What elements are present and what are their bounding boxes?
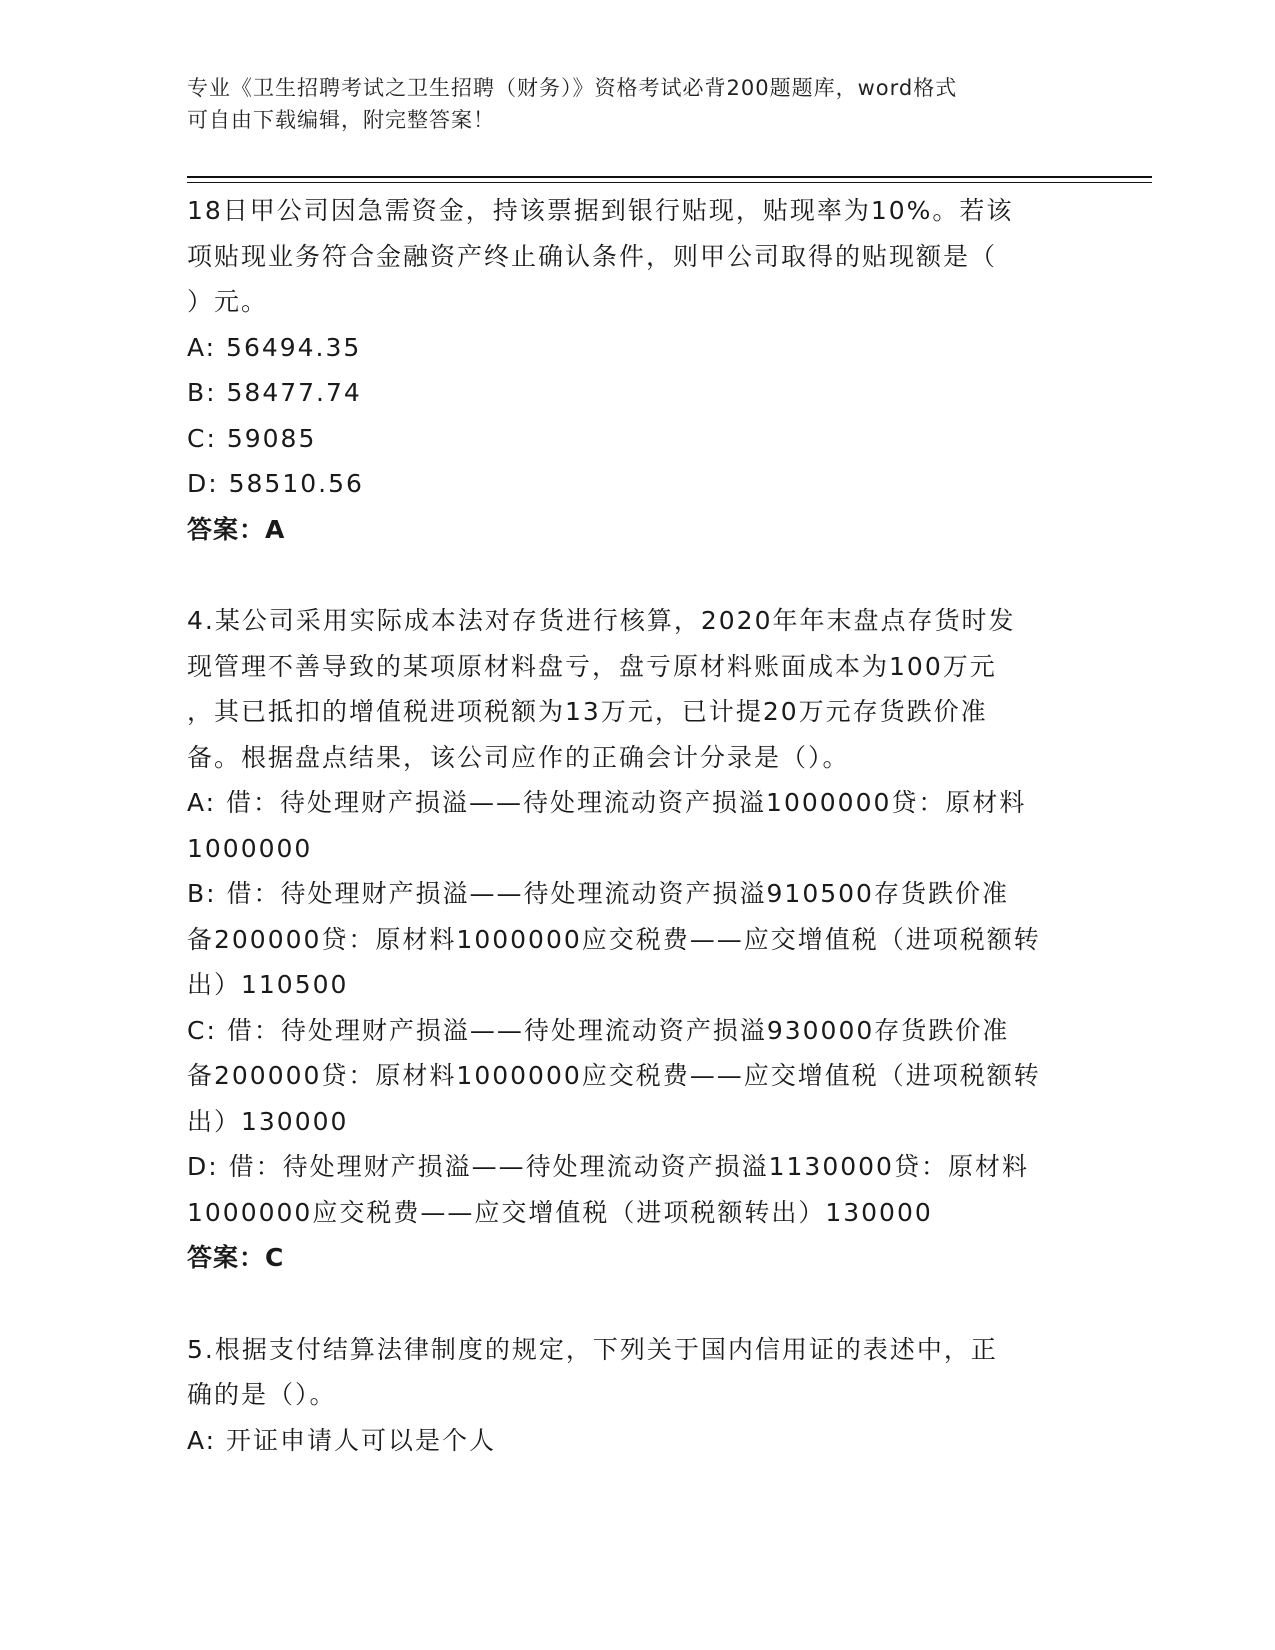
question-3-answer: 答案：A [187, 514, 286, 544]
question-3 [187, 188, 1077, 552]
question-4-stem-line: 备。根据盘点结果，该公司应作的正确会计分录是（）。 [187, 742, 850, 772]
option-line: 1000000 [187, 833, 313, 863]
header-divider-thick [187, 176, 1152, 178]
header-line-2: 可自由下载编辑，附完整答案！ [187, 108, 495, 132]
question-spacer [187, 552, 1077, 598]
document-header [187, 72, 1067, 136]
question-5-stem-line: 确的是（）。 [187, 1380, 337, 1409]
option-line: A: 借：待处理财产损溢——待处理流动资产损溢1000000贷：原材料 [187, 788, 1027, 817]
question-4 [187, 598, 1077, 1281]
question-spacer [187, 1281, 1077, 1327]
question-4-stem-line: 4.某公司采用实际成本法对存货进行核算，2020年年末盘点存货时发 [187, 606, 1016, 635]
header-divider-thin [187, 182, 1152, 183]
question-3-option-a: A: 56494.35 [187, 332, 362, 362]
option-line: D: 借：待处理财产损溢——待处理流动资产损溢1130000贷：原材料 [187, 1152, 1029, 1181]
question-content [187, 188, 1077, 1463]
question-4-option-d [187, 1144, 1077, 1235]
question-4-stem-line: ，其已抵扣的增值税进项税额为13万元，已计提20万元存货跌价准 [187, 697, 988, 726]
question-5-option-a: A: 开证申请人可以是个人 [187, 1425, 497, 1455]
header-line-1: 专业《卫生招聘考试之卫生招聘（财务）》资格考试必背200题题库，word格式 [187, 76, 958, 100]
question-3-stem-line: 项贴现业务符合金融资产终止确认条件，则甲公司取得的贴现额是（ [187, 241, 998, 271]
question-4-answer: 答案：C [187, 1243, 285, 1272]
question-4-option-c [187, 1008, 1077, 1145]
option-line: 出）110500 [187, 970, 349, 999]
option-line: 1000000应交税费——应交增值税（进项税额转出）130000 [187, 1197, 933, 1227]
option-line: C: 借：待处理财产损溢——待处理流动资产损溢930000存货跌价准 [187, 1015, 1010, 1045]
question-3-stem-line: 18日甲公司因急需资金，持该票据到银行贴现，贴现率为10%。若该 [187, 196, 1014, 225]
question-4-stem-line: 现管理不善导致的某项原材料盘亏，盘亏原材料账面成本为100万元 [187, 651, 997, 681]
option-line: 备200000贷：原材料1000000应交税费——应交增值税（进项税额转 [187, 924, 1041, 954]
question-3-option-d: D: 58510.56 [187, 469, 364, 498]
question-3-option-b: B: 58477.74 [187, 378, 362, 407]
question-4-option-a [187, 780, 1077, 871]
question-5-stem-line: 5.根据支付结算法律制度的规定，下列关于国内信用证的表述中，正 [187, 1334, 998, 1364]
question-3-stem-line: ）元。 [187, 287, 269, 316]
option-line: 备200000贷：原材料1000000应交税费——应交增值税（进项税额转 [187, 1061, 1041, 1090]
question-4-option-b [187, 871, 1077, 1008]
option-line: 出）130000 [187, 1106, 349, 1136]
question-5 [187, 1327, 1077, 1464]
question-3-option-c: C: 59085 [187, 423, 317, 453]
option-line: B: 借：待处理财产损溢——待处理流动资产损溢910500存货跌价准 [187, 879, 1009, 908]
